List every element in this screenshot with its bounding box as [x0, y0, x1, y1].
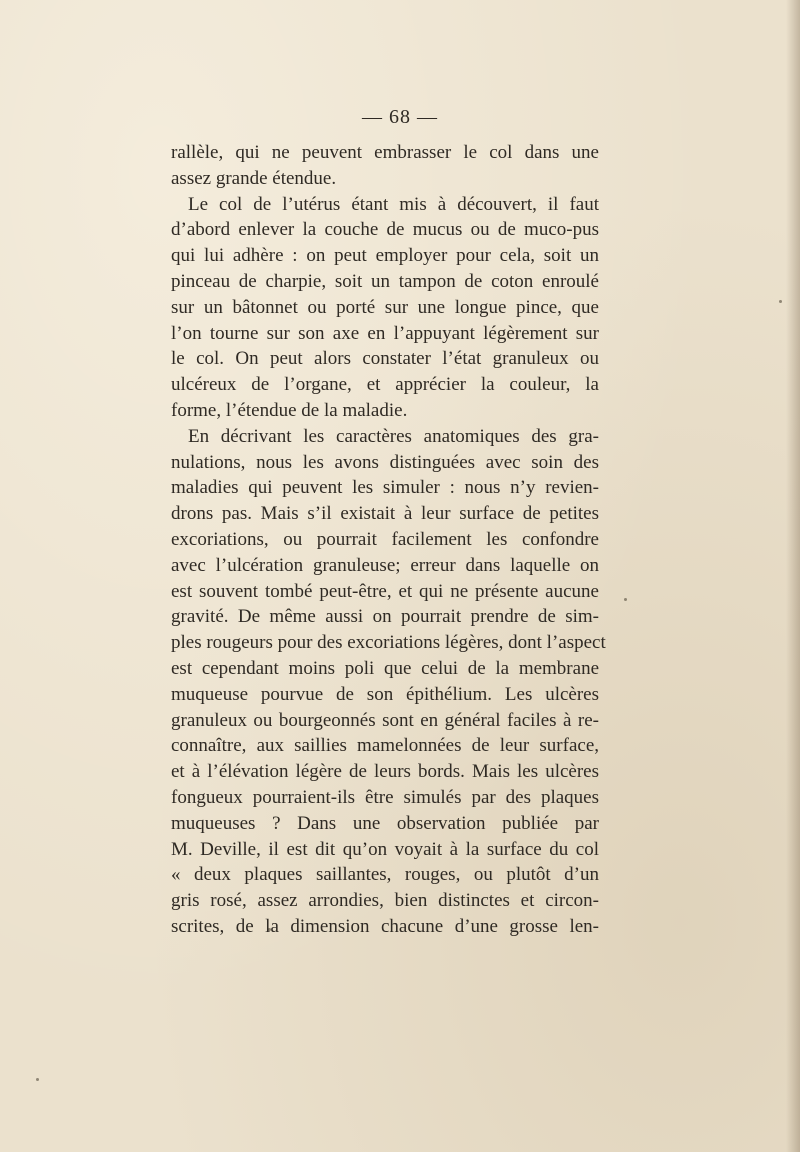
text-line: ulcéreux de l’organe, et apprécier la couleur, la [171, 374, 599, 396]
text-line: En décrivant les caractères anatomiques des gra- [188, 425, 599, 447]
text-line: avec l’ulcération granuleuse; erreur dans laquelle on [171, 554, 599, 576]
text-line: le col. On peut alors constater l’état granuleux ou [171, 348, 599, 370]
text-line: gris rosé, assez arrondies, bien distinctes et circon- [171, 890, 599, 912]
text-line: maladies qui peuvent les simuler : nous n’y revien- [171, 477, 599, 499]
text-line: granuleux ou bourgeonnés sont en général faciles à re- [171, 709, 599, 731]
text-line: est souvent tombé peut-être, et qui ne présente aucune [171, 580, 599, 602]
speck [624, 598, 627, 601]
page-number: — 68 — [362, 106, 438, 128]
text-line: ples rougeurs pour des excoriations légères, dont l’aspect [171, 632, 606, 654]
text-line: forme, l’étendue de la maladie. [171, 399, 408, 421]
text-line: muqueuses ? Dans une observation publiée par [171, 812, 599, 834]
speck [779, 300, 782, 303]
text-line: d’abord enlever la couche de mucus ou de muco-pus [171, 219, 599, 241]
page-edge-shadow [786, 0, 800, 1152]
text-line: Le col de l’utérus étant mis à découvert, il faut [188, 193, 599, 215]
text-line: sur un bâtonnet ou porté sur une longue pince, que [171, 296, 599, 318]
text-line: drons pas. Mais s’il existait à leur surface de petites [171, 503, 599, 525]
text-line: « deux plaques saillantes, rouges, ou plutôt d’un [171, 864, 599, 886]
text-line: qui lui adhère : on peut employer pour cela, soit un [171, 245, 599, 267]
text-line: connaître, aux saillies mamelonnées de leur surface, [171, 735, 599, 757]
text-line: pinceau de charpie, soit un tampon de coton enroulé [171, 270, 599, 292]
speck [36, 1078, 39, 1081]
text-line: gravité. De même aussi on pourrait prendre de sim- [171, 606, 599, 628]
text-line: muqueuse pourvue de son épithélium. Les ulcères [171, 683, 599, 705]
body-text [171, 140, 606, 940]
text-line: nulations, nous les avons distinguées avec soin des [171, 451, 599, 473]
text-line: est cependant moins poli que celui de la membrane [171, 657, 599, 679]
text-line: et à l’élévation légère de leurs bords. Mais les ulcères [171, 761, 599, 783]
text-line: fongueux pourraient-ils être simulés par des plaques [171, 786, 599, 808]
text-line: excoriations, ou pourrait facilement les confondre [171, 528, 599, 550]
text-line: l’on tourne sur son axe en l’appuyant légèrement sur [171, 322, 599, 344]
text-line: scrites, de la dimension chacune d’une grosse len- [171, 915, 599, 937]
text-line: rallèle, qui ne peuvent embrasser le col dans une [171, 142, 599, 163]
text-line: M. Deville, il est dit qu’on voyait à la surface du col [171, 838, 599, 860]
text-line: assez grande étendue. [171, 167, 337, 189]
